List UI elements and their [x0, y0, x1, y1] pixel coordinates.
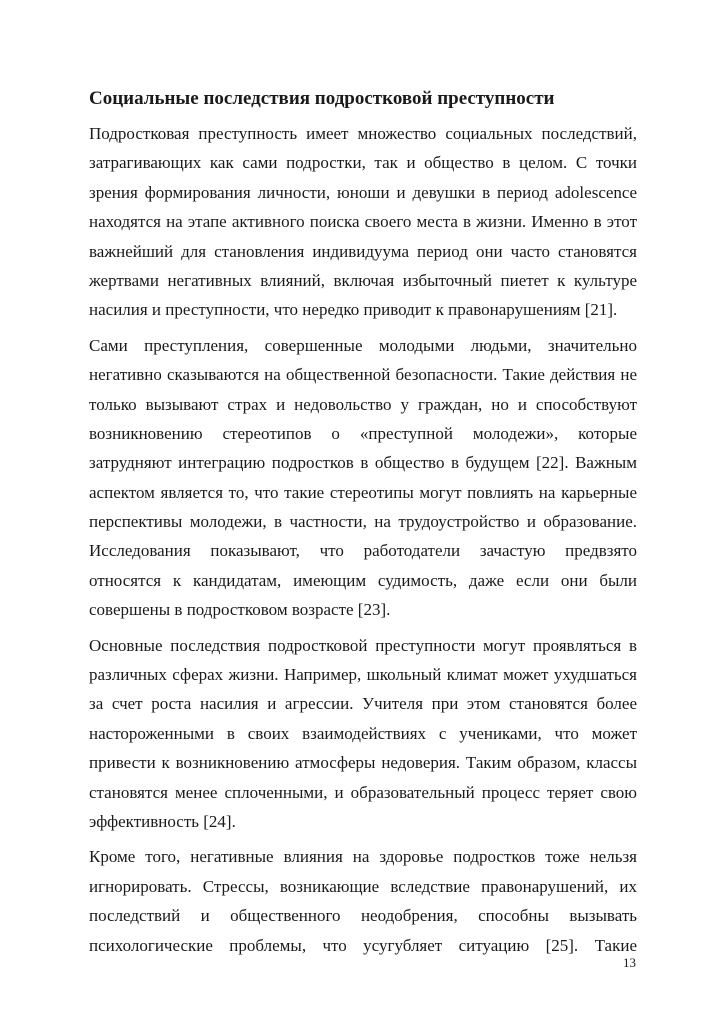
text-line: Основные последствия подростковой преступности могут проявляться в	[89, 635, 637, 655]
text-line: зрения формирования личности, юноши и девушки в период adolescence	[89, 182, 637, 202]
text-line: привести к возникновению атмосферы недоверия. Таким образом, классы	[89, 753, 637, 773]
text-line: эффективность [24].	[89, 811, 236, 831]
text-line: Исследования показывают, что работодатели зачастую предвзято	[89, 541, 637, 561]
text-line: игнорировать. Стрессы, возникающие вследствие правонарушений, их	[89, 876, 637, 896]
text-line: важнейший для становления индивидуума период они часто становятся	[89, 241, 637, 261]
text-line: возникновению стереотипов о «преступной молодежи», которые	[89, 423, 637, 443]
text-line: последствий и общественного неодобрения, способны вызывать	[89, 906, 637, 926]
text-line: жертвами негативных влияний, включая избыточный пиетет к культуре	[89, 270, 637, 290]
section-heading: Социальные последствия подростковой преступности	[89, 88, 555, 109]
text-line: психологические проблемы, что усугубляет ситуацию [25]. Такие	[89, 935, 637, 955]
page-number: 13	[623, 955, 636, 970]
text-line: находятся на этапе активного поиска своего места в жизни. Именно в этот	[89, 212, 637, 232]
text-line: становятся менее сплоченными, и образовательный процесс теряет свою	[89, 782, 637, 802]
paragraph	[89, 331, 637, 625]
text-line: затрудняют интеграцию подростков в общество в будущем [22]. Важным	[89, 453, 637, 473]
text-line: негативно сказываются на общественной безопасности. Такие действия не	[89, 365, 637, 385]
text-line: аспектом является то, что такие стереотипы могут повлиять на карьерные	[89, 482, 637, 502]
paragraph	[89, 631, 637, 837]
text-line: насилия и преступности, что нередко приводит к правонарушениям [21].	[89, 300, 618, 320]
text-line: настороженными в своих взаимодействиях с учениками, что может	[89, 723, 637, 743]
text-line: Кроме того, негативные влияния на здоровье подростков тоже нельзя	[89, 847, 637, 867]
text-line: затрагивающих как сами подростки, так и общество в целом. С точки	[89, 153, 637, 173]
paragraph	[89, 842, 637, 960]
text-line: Сами преступления, совершенные молодыми людьми, значительно	[89, 335, 637, 355]
text-line: совершены в подростковом возрасте [23].	[89, 600, 391, 620]
text-line: относятся к кандидатам, имеющим судимость, даже если они были	[89, 570, 637, 590]
text-line: только вызывают страх и недовольство у граждан, но и способствуют	[89, 394, 637, 414]
paragraph	[89, 119, 637, 325]
text-line: различных сферах жизни. Например, школьный климат может ухудшаться	[89, 665, 637, 685]
body-text	[89, 119, 637, 960]
text-line: за счет роста насилия и агрессии. Учителя при этом становятся более	[89, 694, 637, 714]
text-line: Подростковая преступность имеет множество социальных последствий,	[89, 124, 637, 143]
text-line: перспективы молодежи, в частности, на трудоустройство и образование.	[89, 512, 637, 532]
document-page	[89, 84, 637, 966]
